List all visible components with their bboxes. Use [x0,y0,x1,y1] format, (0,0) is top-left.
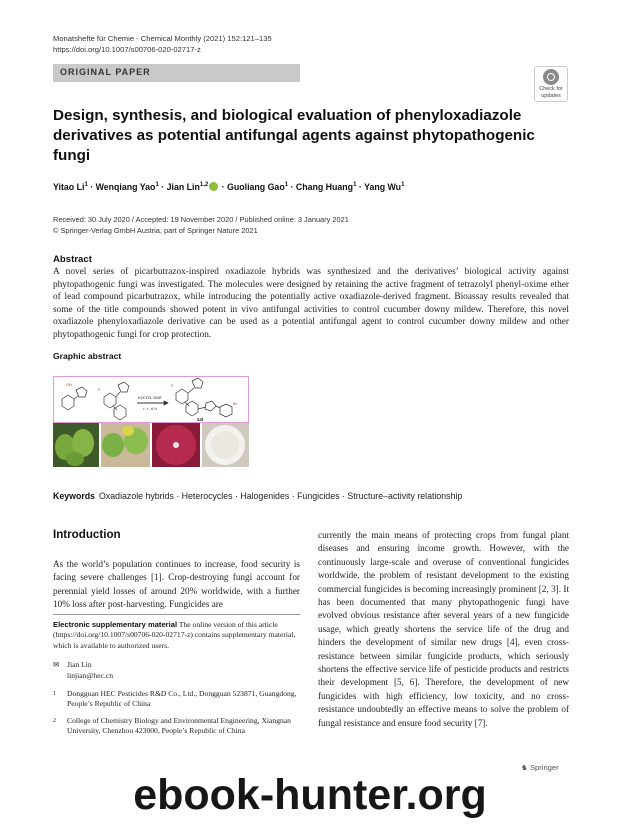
springer-horse-icon: ♞ [521,763,528,772]
publication-dates [53,214,349,236]
keywords-text: Oxadiazole hybrids · Heterocycles · Halogenides · Fungicides · Structure–activity relationship [99,491,463,501]
author-name[interactable]: Yitao Li [53,182,85,192]
watermark: ebook-hunter.org [133,771,487,819]
corresponding-author [53,659,113,681]
compound-label: 14l [196,417,204,422]
author-affiliation: 1 [284,182,289,189]
journal-header [53,33,272,55]
author-affiliation: 1 [155,182,159,189]
check-for-updates-badge[interactable] [534,66,568,102]
journal-citation: Monatshefte für Chemie - Chemical Monthly (2021) 152:121–135 [53,34,272,43]
graphic-abstract-figure [53,376,249,467]
author-name[interactable]: Jian Lin [166,182,200,192]
svg-text:F: F [171,383,174,388]
contact-email[interactable]: linjian@hec.cn [67,671,114,680]
article-type-banner [53,64,300,82]
reaction-scheme-drawing [54,377,248,422]
reaction-scheme [53,376,249,423]
affiliation-text: Dongguan HEC Pesticides R&D Co., Ltd., Dongguan 523871, Guangdong, People’s Republic of China [67,689,297,709]
affiliation [53,689,297,710]
affiliation-number: 1 [53,691,56,697]
introduction-column-1: As the world’s population continues to increase, food security is facing severe challenges [1]. Crop-destroying fungi account for perennial yield losses of around 20% worldwide, with a further 10% loss after post-harvesting. Fungicides are [53,559,300,610]
supplementary-note [53,614,300,651]
author-list: Yitao $Li^1$ · Wenqiang Yao$^1$ · Jian Lin$^{1,2}$ · Guoliang Gao$^1$ · Chang Huang$^1$ · Yang Wu$^1$ [53,182,405,192]
svg-text:F: F [98,387,101,392]
abstract-text: A novel series of picarbutrazox-inspired oxadiazole hybrids was synthesized and the derivatives’ biological activity against phytopathogenic fungi was investigated. The molecules were designed by retaining the active fragment of tetrazolyl phenyl-oxime ether of lead compound picarbutrazox, while introducing the potentially active oxadiazole-derived fragment. Bioassay results revealed that some of the title compounds showed potent in vivo antifungal activities to control cucumber downy mildew. Therefore, this novel oxadiazole phenyloxadiazole derivative can be used as a potential antifungal agent to control cucumber downy mildew and other phytopathogenic fungi for crop protection. [53,267,569,340]
svg-text:Br: Br [233,401,237,406]
reaction-conditions: r. t., 6 h [143,406,157,411]
article-type-label: ORIGINAL PAPER [60,67,151,77]
author-name[interactable]: Chang Huang [295,182,354,192]
article-title: Design, synthesis, and biological evaluation of phenyloxadiazole derivatives as potential antifungal agents against phytopathogenic fungi [53,107,535,164]
updates-icon [543,69,559,85]
author-affiliation: 1,2 [199,182,209,189]
affiliation [53,716,297,737]
doi-link[interactable]: https://doi.org/10.1007/s00706-020-02717-z [53,45,201,54]
esm-text: The online version of this article (https://doi.org/10.1007/s00706-020-02717-z) contains supplementary material, which is available to authorized users. [53,620,296,650]
publisher-name: Springer [529,763,559,772]
graphic-abstract-heading: Graphic abstract [53,351,122,361]
esm-label: Electronic supplementary material [53,620,178,629]
bioassay-photos-drawing [53,423,249,467]
keywords-line [53,491,462,501]
author-affiliation: 1 [353,182,357,189]
abstract-heading: Abstract [53,254,92,265]
author-name[interactable]: Wenqiang Yao [95,182,156,192]
updates-label: updates [541,93,561,99]
svg-text:OH: OH [66,382,72,387]
bioassay-photos [53,423,249,467]
check-for-label: Check for [539,86,563,92]
affiliation-number: 2 [53,718,56,724]
copyright-notice: © Springer-Verlag GmbH Austria, part of Springer Nature 2021 [53,226,258,235]
keywords-label: Keywords [53,491,96,501]
introduction-heading: Introduction [53,528,121,541]
author-affiliation: 1 [401,182,405,189]
author-name[interactable]: Guoliang Gao [227,182,285,192]
reaction-reagents: K2CO3, DMF [137,395,163,400]
envelope-icon[interactable]: ✉ [53,660,60,669]
contact-name: Jian Lin [67,660,92,669]
history-dates: Received: 30 July 2020 / Accepted: 19 November 2020 / Published online: 3 January 2021 [53,215,349,224]
introduction-column-2: currently the main means of protecting crops from fungal plant diseases and ensuring income growth. However, with the continuously large-scale and overuse of conventional fungicides worldwide, the problem of resistant development to the existing commercial fungicides is becoming increasingly prominent [2, 3]. It has been documented that many phytopathogenic fungi have evolved obvious resistance after several years of a new fungicide usage, which greatly shortens the service life of the drug and hinders the development of similar new drugs [4], even cross-resistance between similar fungicide products, which seriously shortens the effective service life of pesticide products and restricts their development [5, 6]. Therefore, the development of new fungicides with high efficiency, low toxicity, and no cross-resistance undoubtedly an effective means to solve the problem of fungal resistance and ensure food security [7]. [318,530,569,728]
orcid-icon[interactable] [209,182,218,191]
author-name[interactable]: Yang Wu [364,182,402,192]
author-affiliation: 1 [84,182,88,189]
affiliation-text: College of Chemistry Biology and Environmental Engineering, Xiangnan University, Chenzhou 423000, People’s Republic of China [67,716,291,736]
